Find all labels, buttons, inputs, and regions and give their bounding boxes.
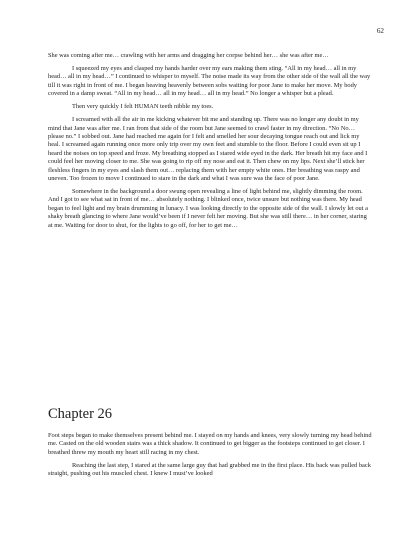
paragraph: Then very quickly I felt HUMAN teeth nibble my toes. xyxy=(72,103,214,111)
body-text-section xyxy=(48,432,372,483)
paragraph: I screamed with all the air in me kicking whatever bit me and standing up. There was no longer any doubt in my mind that Jane was after me. I ran from that side of the room but Jane seemed to crawl faster in my direction. “No No… please no.” I sobbed out. Jane had reached me again for I felt and smelled her sour decaying tongue reach out and lick my heal. I screamed again running once more only trip over my own feet and stumble to the floor. Before I could even sit up I heard the noises on top speed and froze. My breathing stopped as I stared wide eyed in the dark. Her breath hit my face and I could feel her moving closer to me. She was going to rip off my nose and eat it. Then chew on my lips. Next she’ll stick her fleshless fingers in my eyes and slash them out… replacing them with her empty white ones. Her breathing was raspy and uneven. Too frozen to move I continued to stare in the dark and what I was sure was the face of poor Jane. xyxy=(48,116,368,183)
paragraph: I squeezed my eyes and clasped my hands harder over my ears making them sting. “All in my head… all in my head… all in my head…” I continued to whisper to myself. The noise made its way from the other side of the wall all the way till it was right in front of me. I began heaving heavenly between sobs waiting for poor Jane to make her move. My body covered in a damp sweat. “All in my head… all in my head… all in my head.” No longer a whisper but a plead. xyxy=(48,65,371,98)
body-text-section xyxy=(48,52,372,235)
page-number: 62 xyxy=(376,27,384,35)
paragraph: She was coming after me… crawling with her arms and dragging her corpse behind her… she was after me… xyxy=(48,52,329,59)
paragraph: Foot steps began to make themselves present behind me. I stayed on my hands and knees, very slowly turning my head behind me. Casted on the old wooden stairs was a thick shadow. It continued to get bigger as the footsteps continued to get closer. I breathed threw my mouth my heart still racing in my chest. xyxy=(48,432,372,456)
paragraph: Somewhere in the background a door swung open revealing a line of light behind me, slightly dimming the room. And I got to see what sat in front of me… absolutely nothing. I blinked once, twice unsure but nothing was there. My head began to feel light and my brain drumming in lunacy. I was looking directly to the opposite side of the wall. I slowly let out a shaky breath glancing to where Jane would’ve been if I never felt her moving. But she was still there… in her corner, staring at me. Waiting for door to shut, for the lights to go off, for her to get me… xyxy=(48,188,368,229)
paragraph: Reaching the last step, I stared at the same large guy that had grabbed me in the first place. His back was pulled back straight, pushing out his muscled chest. I knew I must’ve looked xyxy=(48,461,371,478)
chapter-heading: Chapter 26 xyxy=(48,406,113,422)
